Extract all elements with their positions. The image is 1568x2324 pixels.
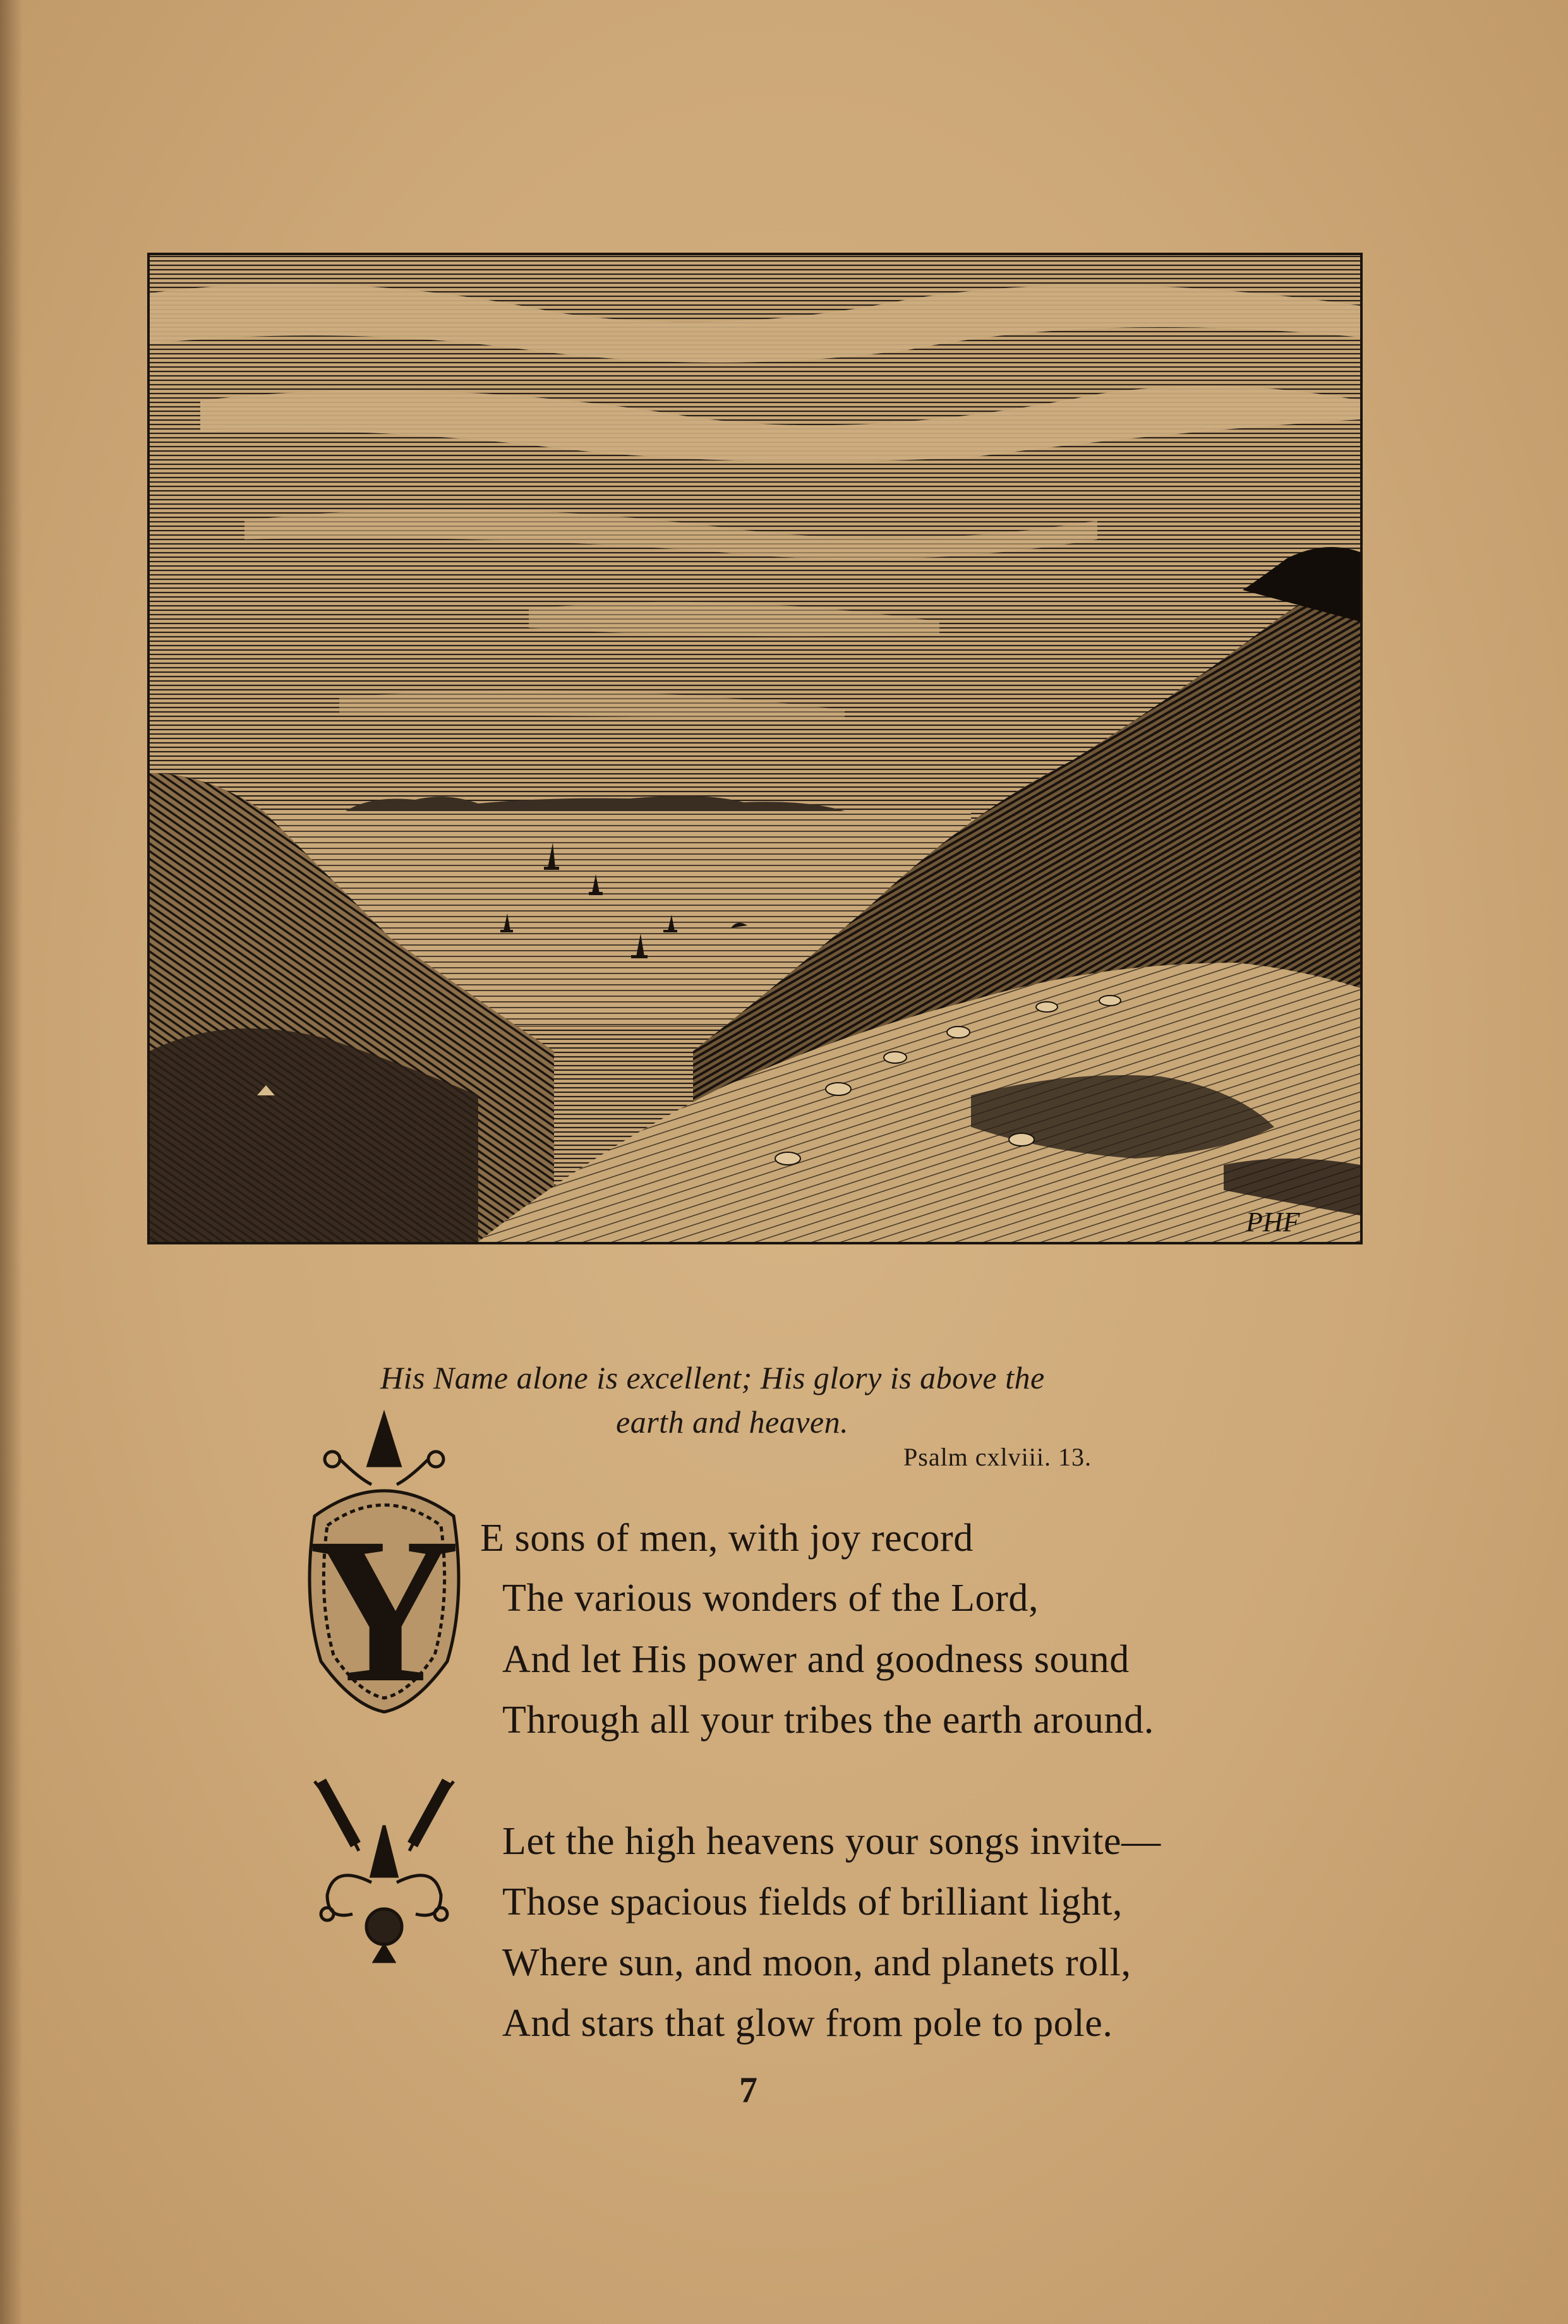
stanza1-line-4: Through all your tribes the earth around. xyxy=(502,1699,1154,1742)
page-number: 7 xyxy=(739,2069,757,2110)
scripture-citation: Psalm cxlviii. 13. xyxy=(903,1443,1092,1471)
page-binding-shadow xyxy=(0,0,23,2324)
engraver-signature: PHF xyxy=(1246,1207,1300,1237)
stanza1-line-3: And let His power and goodness sound xyxy=(502,1638,1130,1681)
stanza2-line-3: Where sun, and moon, and planets roll, xyxy=(502,1941,1131,1984)
engraving-illustration xyxy=(147,253,1363,1244)
stanza1-line-1: E sons of men, with joy record xyxy=(480,1517,974,1560)
ornamental-initial xyxy=(289,1409,479,1965)
stanza1-line-2: The various wonders of the Lord, xyxy=(502,1577,1039,1620)
stanza2-line-2: Those spacious fields of brilliant light, xyxy=(502,1881,1123,1924)
stanza2-line-4: And stars that glow from pole to pole. xyxy=(502,2002,1113,2045)
epigraph-line-2: earth and heaven. xyxy=(616,1404,849,1440)
drop-cap-letter: Y xyxy=(308,1495,460,1726)
stanza2-line-1: Let the high heavens your songs invite— xyxy=(502,1820,1161,1863)
epigraph-line-1: His Name alone is excellent; His glory is above the xyxy=(380,1360,1045,1395)
